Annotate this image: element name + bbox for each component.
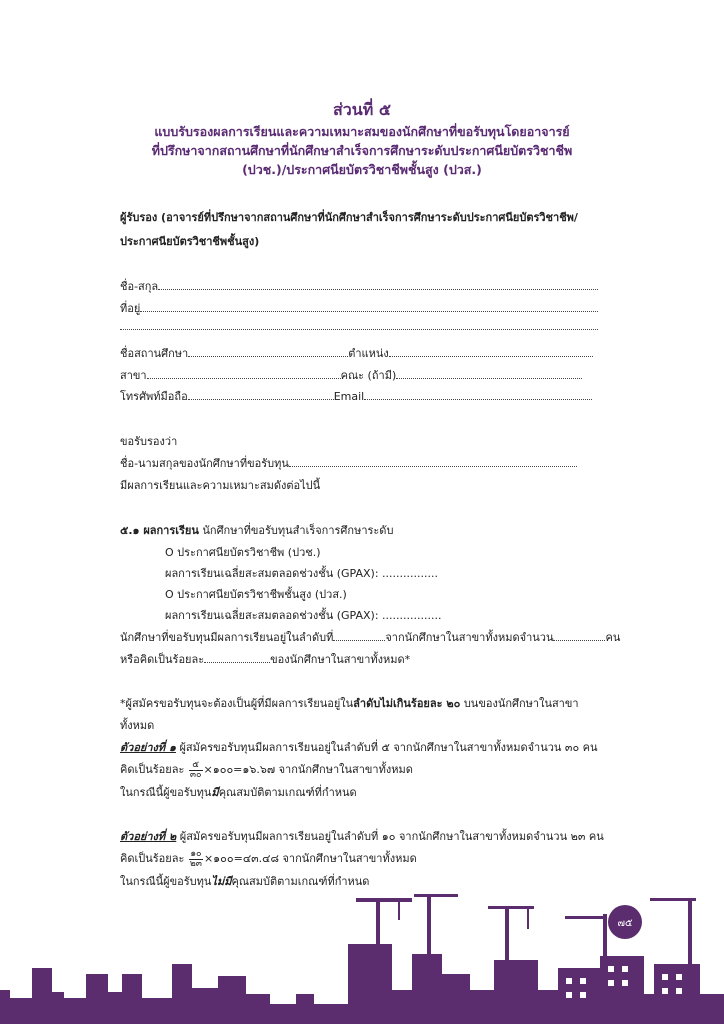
example-1-concl-c: คุณสมบัติตามเกณฑ์ที่กำหนด	[218, 786, 357, 799]
phone-email-field[interactable]	[120, 387, 592, 405]
school-position-field[interactable]	[120, 344, 593, 362]
form-title	[0, 122, 724, 179]
example-1-fraction	[189, 761, 203, 780]
option-pvc[interactable]: O ประกาศนียบัตรวิชาชีพ (ปวช.)	[165, 546, 321, 559]
name-blank[interactable]	[158, 280, 598, 290]
example-1-conclusion	[120, 783, 357, 801]
option-pvs[interactable]: O ประกาศนียบัตรวิชาชีพชั้นสูง (ปวส.)	[165, 588, 347, 601]
name-field[interactable]	[120, 277, 598, 295]
example-1-text: ผู้สมัครขอรับทุนมีผลการเรียนอยู่ในลำดับที่ ๕ จากนักศึกษาในสาขาทั้งหมดจำนวน ๓๐ คน	[175, 741, 598, 754]
name-label: ชื่อ-สกุล	[120, 280, 159, 293]
phone-label: โทรศัพท์มือถือ	[120, 390, 188, 403]
example-2-conclusion	[120, 872, 369, 890]
faculty-label: คณะ (ถ้ามี)	[340, 369, 397, 382]
address-blank[interactable]	[140, 302, 598, 312]
faculty-blank[interactable]	[396, 369, 582, 379]
address-field[interactable]	[120, 299, 598, 317]
rank-label-b: จากนักศึกษาในสาขาทั้งหมดจำนวน	[385, 631, 554, 644]
example-2-calc-result: ×๑๐๐=๔๓.๔๘ จากนักศึกษาในสาขาทั้งหมด	[203, 852, 417, 865]
school-blank[interactable]	[188, 347, 348, 357]
example-2-calc-label: คิดเป็นร้อยละ	[120, 852, 185, 865]
certify-statement: มีผลการเรียนและความเหมาะสมดังต่อไปนี้	[120, 479, 321, 492]
example-1	[120, 738, 598, 756]
results-heading-text: นักศึกษาที่ขอรับทุนสำเร็จการศึกษาระดับ	[198, 524, 394, 537]
example-1-calc-label: คิดเป็นร้อยละ	[120, 763, 185, 776]
results-heading	[120, 521, 393, 539]
percent-label-a: หรือคิดเป็นร้อยละ	[120, 653, 205, 666]
example-2-denominator: ๒๓	[189, 858, 202, 869]
total-blank[interactable]	[553, 631, 605, 641]
rank-label-c: คน	[605, 631, 621, 644]
phone-blank[interactable]	[188, 390, 334, 400]
position-blank[interactable]	[389, 347, 593, 357]
city-skyline-decoration	[0, 894, 724, 1024]
rank-field[interactable]	[120, 628, 620, 646]
results-heading-bold: ๕.๑ ผลการเรียน	[120, 524, 199, 537]
example-1-calc	[120, 760, 413, 780]
certifier-heading: ผู้รับรอง (อาจารย์ที่ปรึกษาจากสถานศึกษาที่นักศึกษาสำเร็จการศึกษาระดับประกาศนียบัตรวิชาชีพ/	[120, 211, 578, 224]
percent-blank[interactable]	[204, 653, 270, 663]
email-blank[interactable]	[364, 390, 592, 400]
address-label: ที่อยู่	[120, 302, 141, 315]
gear-badge-number: ๗๕	[617, 918, 633, 929]
student-name-field[interactable]	[120, 454, 577, 472]
branch-label: สาขา	[120, 369, 147, 382]
example-1-calc-result: ×๑๐๐=๑๖.๖๗ จากนักศึกษาในสาขาทั้งหมด	[203, 763, 413, 776]
example-1-concl-a: ในกรณีนี้ผู้ขอรับทุน	[120, 786, 212, 799]
address-blank-2[interactable]	[120, 320, 598, 330]
example-2-concl-c: คุณสมบัติตามเกณฑ์ที่กำหนด	[231, 875, 370, 888]
example-2-concl-b: ไม่มี	[211, 875, 232, 888]
percent-label-b: ของนักศึกษาในสาขาทั้งหมด*	[270, 653, 411, 666]
section-number: ส่วนที่ ๕	[333, 100, 391, 119]
note-text-c: บนของนักศึกษาในสาขา	[460, 697, 579, 710]
example-1-concl-b: มี	[211, 786, 219, 799]
example-1-numerator: ๕	[189, 761, 203, 771]
example-2-text: ผู้สมัครขอรับทุนมีผลการเรียนอยู่ในลำดับที่ ๑๐ จากนักศึกษาในสาขาทั้งหมดจำนวน ๒๓ คน	[176, 830, 604, 843]
note-text-a: *ผู้สมัครขอรับทุนจะต้องเป็นผู้ที่มีผลการเรียนอยู่ใน	[120, 697, 354, 710]
example-2-fraction	[189, 850, 203, 869]
example-2-label: ตัวอย่างที่ ๒	[120, 830, 177, 843]
rank-label-a: นักศึกษาที่ขอรับทุนมีผลการเรียนอยู่ในลำดับที่	[120, 631, 334, 644]
address-field-cont[interactable]	[120, 320, 598, 333]
title-line-2: ที่ปรึกษาจากสถานศึกษาที่นักศึกษาสำเร็จการศึกษาระดับประกาศนียบัตรวิชาชีพ	[151, 143, 573, 158]
student-name-blank[interactable]	[289, 457, 577, 467]
rank-blank[interactable]	[333, 631, 385, 641]
example-1-label: ตัวอย่างที่ ๑	[120, 741, 176, 754]
student-name-label: ชื่อ-นามสกุลของนักศึกษาที่ขอรับทุน	[120, 457, 289, 470]
eligibility-note	[120, 694, 579, 712]
certify-intro: ขอรับรองว่า	[120, 435, 178, 448]
certifier-heading-cont: ประกาศนียบัตรวิชาชีพชั้นสูง)	[120, 235, 260, 248]
school-label: ชื่อสถานศึกษา	[120, 347, 189, 360]
gpax-pvs[interactable]: ผลการเรียนเฉลี่ยสะสมตลอดช่วงชั้น (GPAX): .................	[165, 609, 442, 622]
percent-field[interactable]	[120, 650, 410, 668]
example-2-calc	[120, 849, 417, 869]
branch-blank[interactable]	[147, 369, 341, 379]
eligibility-note-cont: ทั้งหมด	[120, 719, 155, 732]
title-line-3: (ปวช.)/ประกาศนียบัตรวิชาชีพชั้นสูง (ปวส.)	[242, 162, 482, 177]
example-2-numerator: ๑๐	[190, 848, 202, 859]
branch-faculty-field[interactable]	[120, 366, 582, 384]
example-2-concl-a: ในกรณีนี้ผู้ขอรับทุน	[120, 875, 212, 888]
note-text-bold: ลำดับไม่เกินร้อยละ ๒๐	[353, 697, 461, 710]
email-label: Email	[333, 390, 365, 403]
example-2	[120, 827, 604, 845]
example-1-denominator: ๓๐	[189, 769, 202, 780]
position-label: ตำแหน่ง	[348, 347, 389, 360]
title-line-1: แบบรับรองผลการเรียนและความเหมาะสมของนักศึกษาที่ขอรับทุนโดยอาจารย์	[154, 124, 570, 139]
gpax-pvc[interactable]: ผลการเรียนเฉลี่ยสะสมตลอดช่วงชั้น (GPAX): ................	[165, 567, 438, 580]
